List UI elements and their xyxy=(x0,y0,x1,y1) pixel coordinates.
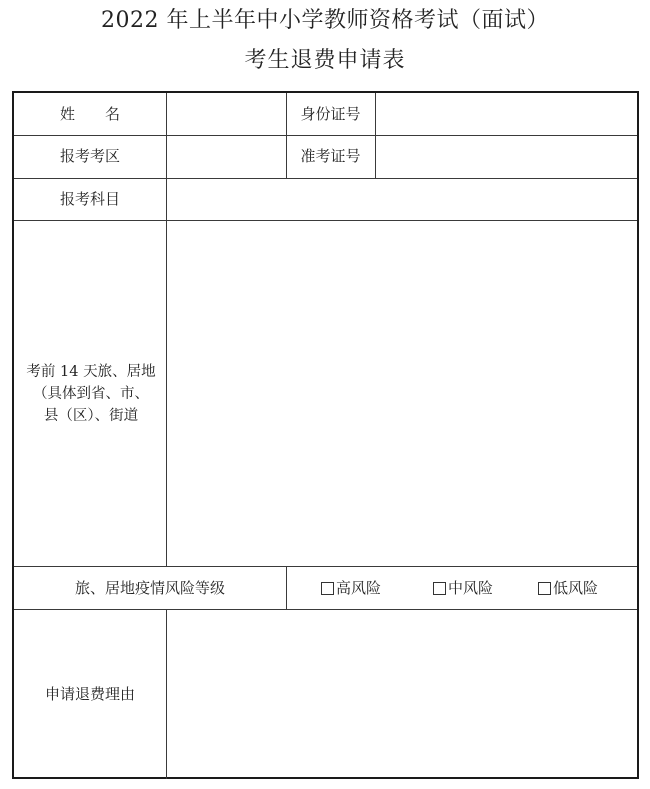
risk-level-label: 旅、居地疫情风险等级 xyxy=(74,579,225,597)
refund-reason-field[interactable] xyxy=(167,610,637,777)
high-risk-option[interactable] xyxy=(321,578,381,598)
low-risk-checkbox[interactable] xyxy=(538,582,551,595)
medium-risk-checkbox[interactable] xyxy=(433,582,446,595)
column-divider xyxy=(286,566,287,609)
row-divider xyxy=(14,566,637,567)
form-title: 2022 年上半年中小学教师资格考试（面试） xyxy=(101,8,549,33)
refund-application-form xyxy=(12,91,639,779)
admission-ticket-field[interactable] xyxy=(376,136,637,178)
exam-subject-label: 报考科目 xyxy=(59,190,120,208)
travel-history-field[interactable] xyxy=(167,221,637,566)
travel-history-label xyxy=(16,361,166,427)
id-number-field[interactable] xyxy=(376,93,637,135)
exam-subject-field[interactable] xyxy=(167,179,637,220)
medium-risk-text: 中风险 xyxy=(448,579,494,597)
name-label: 姓 名 xyxy=(59,105,120,123)
form-subtitle: 考生退费申请表 xyxy=(244,48,406,73)
low-risk-text: 低风险 xyxy=(553,579,599,597)
refund-reason-label: 申请退费理由 xyxy=(44,685,135,703)
name-field[interactable] xyxy=(167,93,286,135)
id-number-label: 身份证号 xyxy=(300,105,361,123)
exam-region-label: 报考考区 xyxy=(59,147,120,165)
travel-label-line: （具体到省、市、 xyxy=(33,386,149,402)
high-risk-text: 高风险 xyxy=(336,579,382,597)
travel-label-line: 县（区）、街道 xyxy=(43,408,139,424)
medium-risk-option[interactable] xyxy=(433,578,493,598)
exam-region-field[interactable] xyxy=(167,136,286,178)
travel-label-line: 考前 14 天旅、居地 xyxy=(26,364,156,380)
admission-ticket-label: 准考证号 xyxy=(300,147,361,165)
low-risk-option[interactable] xyxy=(538,578,598,598)
high-risk-checkbox[interactable] xyxy=(321,582,334,595)
